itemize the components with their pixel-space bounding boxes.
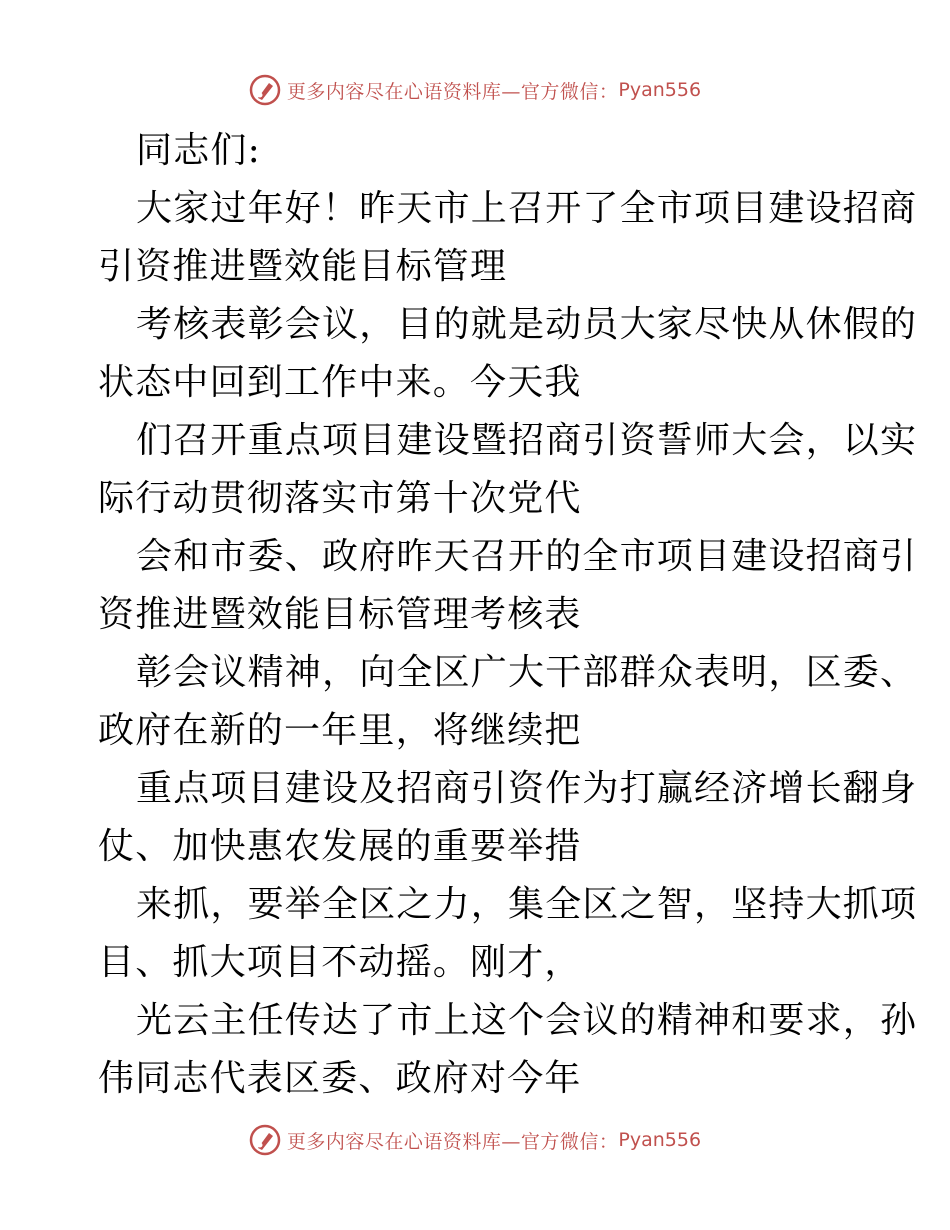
text-line: 仗、加快惠农发展的重要举措 bbox=[98, 826, 582, 867]
banner-text: 更多内容尽在心语资料库—官方微信： bbox=[286, 1130, 619, 1153]
text-line: 同志们: bbox=[136, 130, 261, 171]
wechat-id: Pyan556 bbox=[618, 1129, 702, 1151]
text-line: 们召开重点项目建设暨招商引资誓师大会，以实 bbox=[136, 420, 918, 461]
text-line: 伟同志代表区委、政府对今年 bbox=[98, 1058, 582, 1099]
text-line: 大家过年好！昨天市上召开了全市项目建设招商 bbox=[136, 188, 918, 229]
text-line: 会和市委、政府昨天召开的全市项目建设招商引 bbox=[136, 536, 918, 577]
text-line: 光云主任传达了市上这个会议的精神和要求，孙 bbox=[136, 1000, 918, 1041]
text-line: 来抓，要举全区之力，集全区之智，坚持大抓项 bbox=[136, 884, 918, 925]
text-line: 际行动贯彻落实市第十次党代 bbox=[98, 478, 582, 519]
header-banner bbox=[0, 70, 950, 110]
pen-logo-icon bbox=[249, 1124, 281, 1156]
text-line: 彰会议精神，向全区广大干部群众表明，区委、 bbox=[136, 652, 918, 693]
pen-logo-icon bbox=[249, 74, 281, 106]
text-line: 重点项目建设及招商引资作为打赢经济增长翻身 bbox=[136, 768, 918, 809]
wechat-id: Pyan556 bbox=[618, 79, 702, 101]
text-line: 目、抓大项目不动摇。刚才， bbox=[98, 942, 582, 983]
text-line: 引资推进暨效能目标管理 bbox=[98, 246, 508, 287]
text-line: 政府在新的一年里，将继续把 bbox=[98, 710, 582, 751]
text-line: 资推进暨效能目标管理考核表 bbox=[98, 594, 582, 635]
text-line: 考核表彰会议，目的就是动员大家尽快从休假的 bbox=[136, 304, 918, 345]
document-body bbox=[98, 122, 918, 1108]
banner-text: 更多内容尽在心语资料库—官方微信： bbox=[286, 80, 619, 103]
footer-banner bbox=[0, 1120, 950, 1160]
text-line: 状态中回到工作中来。今天我 bbox=[98, 362, 582, 403]
